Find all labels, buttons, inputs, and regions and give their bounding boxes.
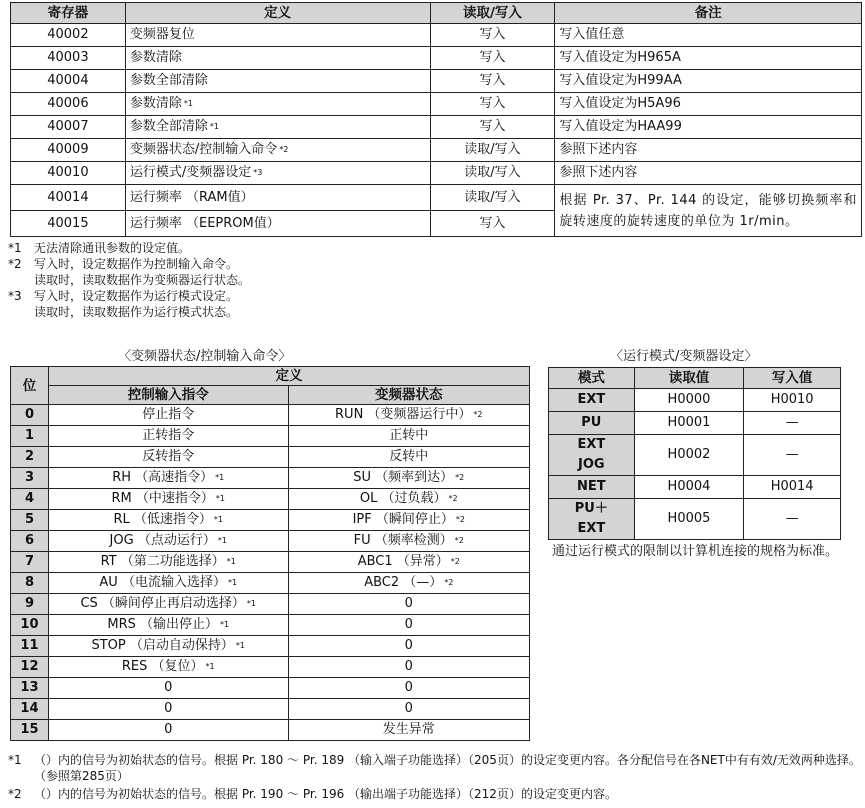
control-input-command-text: 反转指令	[142, 449, 195, 464]
frequency-remarks: 根据 Pr. 37、Pr. 144 的设定，能够切换频率和旋转速度的旋转速度的单位为 1r/min。	[555, 185, 862, 237]
bit-row	[11, 489, 530, 510]
footnote-mark: *2	[455, 515, 465, 524]
footnote-text: 读取时，读取数据作为变频器运行状态。	[34, 273, 251, 287]
footnote-line	[8, 786, 863, 802]
mode-name: EXT JOG	[549, 435, 635, 476]
inverter-state-text: ABC2 （—）	[364, 575, 443, 590]
footnote-mark: *2	[444, 578, 454, 587]
footnote-mark: *1	[235, 641, 245, 650]
footnote-mark: *1	[209, 122, 219, 131]
header-bit: 位	[11, 367, 49, 405]
bit-number: 14	[11, 699, 49, 720]
bit-number: 12	[11, 657, 49, 678]
bit-number: 11	[11, 636, 49, 657]
control-input-command	[48, 531, 288, 552]
header-read-write: 读取/写入	[430, 3, 555, 24]
control-input-command-text: 0	[164, 722, 173, 737]
footnote-line	[8, 752, 863, 784]
bit-number: 15	[11, 720, 49, 741]
footnote-mark: *2	[450, 557, 460, 566]
footnote-mark: *2	[455, 473, 465, 482]
inverter-state	[288, 678, 529, 699]
register-definition	[125, 93, 430, 116]
bit-row	[11, 552, 530, 573]
register-read-write: 写入	[430, 70, 555, 93]
footnote-key: *2	[8, 257, 22, 271]
footnote-mark: *1	[215, 473, 225, 482]
control-input-command-text: RM （中速指令）	[111, 491, 214, 506]
register-address: 40003	[11, 47, 126, 70]
footnote-mark: *1	[213, 515, 223, 524]
inverter-state	[288, 468, 529, 489]
mode-row	[549, 435, 841, 476]
mode-name: PU	[549, 412, 635, 435]
register-definition	[125, 47, 430, 70]
bit-row	[11, 657, 530, 678]
footnote-mark: *2	[279, 145, 289, 154]
register-address: 40014	[11, 185, 126, 211]
footnote-mark: *1	[217, 536, 227, 545]
footnote-key: *2	[8, 787, 22, 801]
inverter-state	[288, 573, 529, 594]
bit-row	[11, 447, 530, 468]
register-address: 40004	[11, 70, 126, 93]
footnote-key: *3	[8, 289, 22, 303]
header-control-input: 控制输入指令	[48, 386, 288, 405]
mode-table-note: 通过运行模式的限制以计算机连接的规格为标准。	[552, 544, 839, 559]
register-definition	[125, 139, 430, 162]
control-input-command	[48, 594, 288, 615]
control-input-command-text: 正转指令	[142, 428, 195, 443]
footnote-mark: *2	[448, 494, 458, 503]
register-definition-text: 变频器复位	[129, 27, 195, 42]
register-row	[11, 116, 862, 139]
control-input-command	[48, 447, 288, 468]
mode-name: NET	[549, 476, 635, 499]
register-remarks: 写入值设定为H99AA	[555, 70, 862, 93]
mode-row	[549, 499, 841, 540]
bit-row	[11, 468, 530, 489]
register-remarks: 写入值设定为HAA99	[555, 116, 862, 139]
mode-name: EXT	[549, 389, 635, 412]
inverter-state-text: 0	[404, 596, 413, 611]
register-row	[11, 139, 862, 162]
control-input-command-text: STOP （启动自动保持）	[91, 638, 234, 653]
register-read-write: 写入	[430, 211, 555, 237]
bit-row	[11, 699, 530, 720]
footnote-mark: *3	[253, 168, 263, 177]
register-read-write: 写入	[430, 93, 555, 116]
inverter-state-text: 0	[404, 680, 413, 695]
control-input-command-text: RES （复位）	[121, 659, 204, 674]
inverter-state	[288, 447, 529, 468]
control-input-command	[48, 699, 288, 720]
footnote-line	[8, 240, 250, 256]
footnote-line	[8, 304, 250, 320]
bit-number: 0	[11, 405, 49, 426]
footnote-text: （）内的信号为初始状态的信号。根据 Pr. 190 ～ Pr. 196 （输出端子功能选择）（212页）的设定变更内容。	[34, 787, 617, 801]
control-input-command	[48, 405, 288, 426]
mode-row	[549, 389, 841, 412]
footnote-mark: *1	[246, 599, 257, 608]
inverter-state	[288, 405, 529, 426]
inverter-state-text: 0	[404, 659, 413, 674]
register-read-write: 读取/写入	[430, 139, 555, 162]
inverter-state	[288, 636, 529, 657]
header-write-value: 写入值	[744, 368, 841, 389]
bit-number: 13	[11, 678, 49, 699]
bit-table-caption: 〈变频器状态/控制输入命令〉	[118, 349, 292, 364]
bit-definition-table	[10, 366, 530, 741]
register-row	[11, 185, 862, 211]
control-input-command-text: 停止指令	[142, 407, 195, 422]
inverter-state-text: OL （过负载）	[359, 491, 447, 506]
header-definition-group: 定义	[48, 367, 529, 386]
bit-row	[11, 426, 530, 447]
footnote-text: 写入时，设定数据作为控制输入命令。	[34, 257, 239, 271]
register-read-write: 写入	[430, 24, 555, 47]
top-notes	[8, 240, 250, 320]
inverter-state-text: 0	[404, 701, 413, 716]
bit-row	[11, 573, 530, 594]
footnote-text: 无法清除通讯参数的设定值。	[34, 241, 191, 255]
mode-read-value: H0002	[634, 435, 744, 476]
control-input-command	[48, 615, 288, 636]
control-input-command	[48, 426, 288, 447]
control-input-command-text: MRS （输出停止）	[107, 617, 218, 632]
header-read-value: 读取值	[634, 368, 744, 389]
register-row	[11, 93, 862, 116]
register-remarks: 参照下述内容	[555, 139, 862, 162]
bit-row	[11, 531, 530, 552]
register-address: 40002	[11, 24, 126, 47]
bit-table-header-row-1	[11, 367, 530, 386]
control-input-command	[48, 636, 288, 657]
bit-number: 9	[11, 594, 49, 615]
control-input-command	[48, 510, 288, 531]
control-input-command-text: RL （低速指令）	[113, 512, 212, 527]
footnote-mark: *2	[473, 410, 483, 419]
inverter-state-text: SU （频率到达）	[353, 470, 454, 485]
control-input-command-text: AU （电流输入选择）	[99, 575, 226, 590]
control-input-command	[48, 720, 288, 741]
inverter-state-text: ABC1 （异常）	[357, 554, 449, 569]
footnote-mark: *1	[215, 494, 225, 503]
inverter-state	[288, 657, 529, 678]
register-definition: 运行频率 （RAM值）	[125, 185, 430, 211]
footnote-line	[8, 256, 250, 272]
control-input-command-text: CS （瞬间停止再启动选择）	[80, 596, 245, 611]
register-address: 40009	[11, 139, 126, 162]
header-remarks: 备注	[555, 3, 862, 24]
mode-write-value: H0010	[744, 389, 841, 412]
footnote-mark: *1	[220, 620, 230, 629]
footnote-mark: *1	[205, 662, 215, 671]
inverter-state	[288, 552, 529, 573]
footnote-line	[8, 272, 250, 288]
mode-write-value: —	[744, 435, 841, 476]
bit-row	[11, 594, 530, 615]
control-input-command	[48, 552, 288, 573]
header-mode: 模式	[549, 368, 635, 389]
bit-number: 5	[11, 510, 49, 531]
register-table	[10, 2, 862, 237]
mode-table-caption: 〈运行模式/变频器设定〉	[610, 349, 758, 364]
register-definition-text: 参数清除	[129, 50, 182, 65]
register-definition-text: 参数清除	[129, 96, 182, 111]
bit-table-header-row-2	[11, 386, 530, 405]
register-definition: 运行频率 （EEPROM值）	[125, 211, 430, 237]
control-input-command-text: RT （第二功能选择）	[100, 554, 225, 569]
register-table-header	[11, 3, 862, 24]
bit-number: 1	[11, 426, 49, 447]
mode-read-value: H0004	[634, 476, 744, 499]
header-definition: 定义	[125, 3, 430, 24]
bit-row	[11, 510, 530, 531]
inverter-state-text: IPF （瞬间停止）	[352, 512, 454, 527]
register-address: 40007	[11, 116, 126, 139]
bit-number: 8	[11, 573, 49, 594]
register-definition-text: 参数全部清除	[129, 119, 208, 134]
inverter-state-text: 0	[404, 617, 413, 632]
inverter-state-text: RUN （变频器运行中）	[335, 407, 472, 422]
bit-number: 4	[11, 489, 49, 510]
register-read-write: 读取/写入	[430, 185, 555, 211]
register-address: 40006	[11, 93, 126, 116]
footnote-mark: *1	[226, 557, 236, 566]
inverter-state-text: 发生异常	[382, 722, 435, 737]
register-definition	[125, 70, 430, 93]
inverter-state	[288, 594, 529, 615]
mode-table-header	[549, 368, 841, 389]
control-input-command-text: JOG （点动运行）	[109, 533, 216, 548]
register-remarks: 参照下述内容	[555, 162, 862, 185]
bit-number: 6	[11, 531, 49, 552]
register-read-write: 写入	[430, 116, 555, 139]
inverter-state	[288, 699, 529, 720]
mode-read-value: H0001	[634, 412, 744, 435]
register-definition	[125, 162, 430, 185]
mode-row	[549, 476, 841, 499]
register-row	[11, 47, 862, 70]
footnote-mark: *2	[454, 536, 464, 545]
inverter-state-text: 反转中	[389, 449, 429, 464]
footnote-key: *1	[8, 753, 22, 767]
control-input-command-text: 0	[164, 701, 173, 716]
mode-row	[549, 412, 841, 435]
inverter-state	[288, 720, 529, 741]
register-remarks: 写入值设定为H5A96	[555, 93, 862, 116]
register-row	[11, 24, 862, 47]
control-input-command	[48, 678, 288, 699]
footnote-text: 写入时，设定数据作为运行模式设定。	[34, 289, 239, 303]
bit-number: 7	[11, 552, 49, 573]
control-input-command-text: 0	[164, 680, 173, 695]
register-definition	[125, 116, 430, 139]
control-input-command	[48, 489, 288, 510]
bit-row	[11, 720, 530, 741]
inverter-state	[288, 531, 529, 552]
mode-write-value: H0014	[744, 476, 841, 499]
control-input-command-text: RH （高速指令）	[112, 470, 214, 485]
register-definition-text: 参数全部清除	[129, 73, 208, 88]
mode-read-value: H0000	[634, 389, 744, 412]
register-address: 40010	[11, 162, 126, 185]
bottom-notes	[8, 752, 863, 804]
mode-table	[548, 367, 841, 540]
register-remarks: 写入值设定为H965A	[555, 47, 862, 70]
register-definition	[125, 24, 430, 47]
inverter-state-text: FU （频率检测）	[353, 533, 453, 548]
footnote-line	[8, 288, 250, 304]
register-row	[11, 70, 862, 93]
register-read-write: 读取/写入	[430, 162, 555, 185]
header-inverter-state: 变频器状态	[288, 386, 529, 405]
footnote-mark: *1	[227, 578, 238, 587]
register-remarks: 写入值任意	[555, 24, 862, 47]
register-definition-text: 变频器状态/控制输入命令	[129, 142, 278, 157]
footnote-mark: *1	[183, 99, 193, 108]
mode-read-value: H0005	[634, 499, 744, 540]
footnote-text: （）内的信号为初始状态的信号。根据 Pr. 180 ～ Pr. 189 （输入端子功能选择）（205页）的设定变更内容。各分配信号在各NET中有有效/无效两种选择。（参照第285页）	[34, 753, 861, 783]
bit-row	[11, 405, 530, 426]
inverter-state-text: 正转中	[389, 428, 429, 443]
register-read-write: 写入	[430, 47, 555, 70]
header-register: 寄存器	[11, 3, 126, 24]
control-input-command	[48, 573, 288, 594]
footnote-key: *1	[8, 241, 22, 255]
control-input-command	[48, 657, 288, 678]
bit-row	[11, 615, 530, 636]
inverter-state	[288, 615, 529, 636]
inverter-state	[288, 489, 529, 510]
inverter-state-text: 0	[404, 638, 413, 653]
mode-write-value: —	[744, 499, 841, 540]
mode-name: PU＋ EXT	[549, 499, 635, 540]
bit-number: 3	[11, 468, 49, 489]
bit-number: 10	[11, 615, 49, 636]
control-input-command	[48, 468, 288, 489]
register-row	[11, 162, 862, 185]
footnote-text: 读取时，读取数据作为运行模式状态。	[34, 305, 239, 319]
inverter-state	[288, 426, 529, 447]
bit-row	[11, 678, 530, 699]
mode-write-value: —	[744, 412, 841, 435]
bit-row	[11, 636, 530, 657]
register-address: 40015	[11, 211, 126, 237]
bit-number: 2	[11, 447, 49, 468]
register-definition-text: 运行模式/变频器设定	[129, 165, 252, 180]
inverter-state	[288, 510, 529, 531]
